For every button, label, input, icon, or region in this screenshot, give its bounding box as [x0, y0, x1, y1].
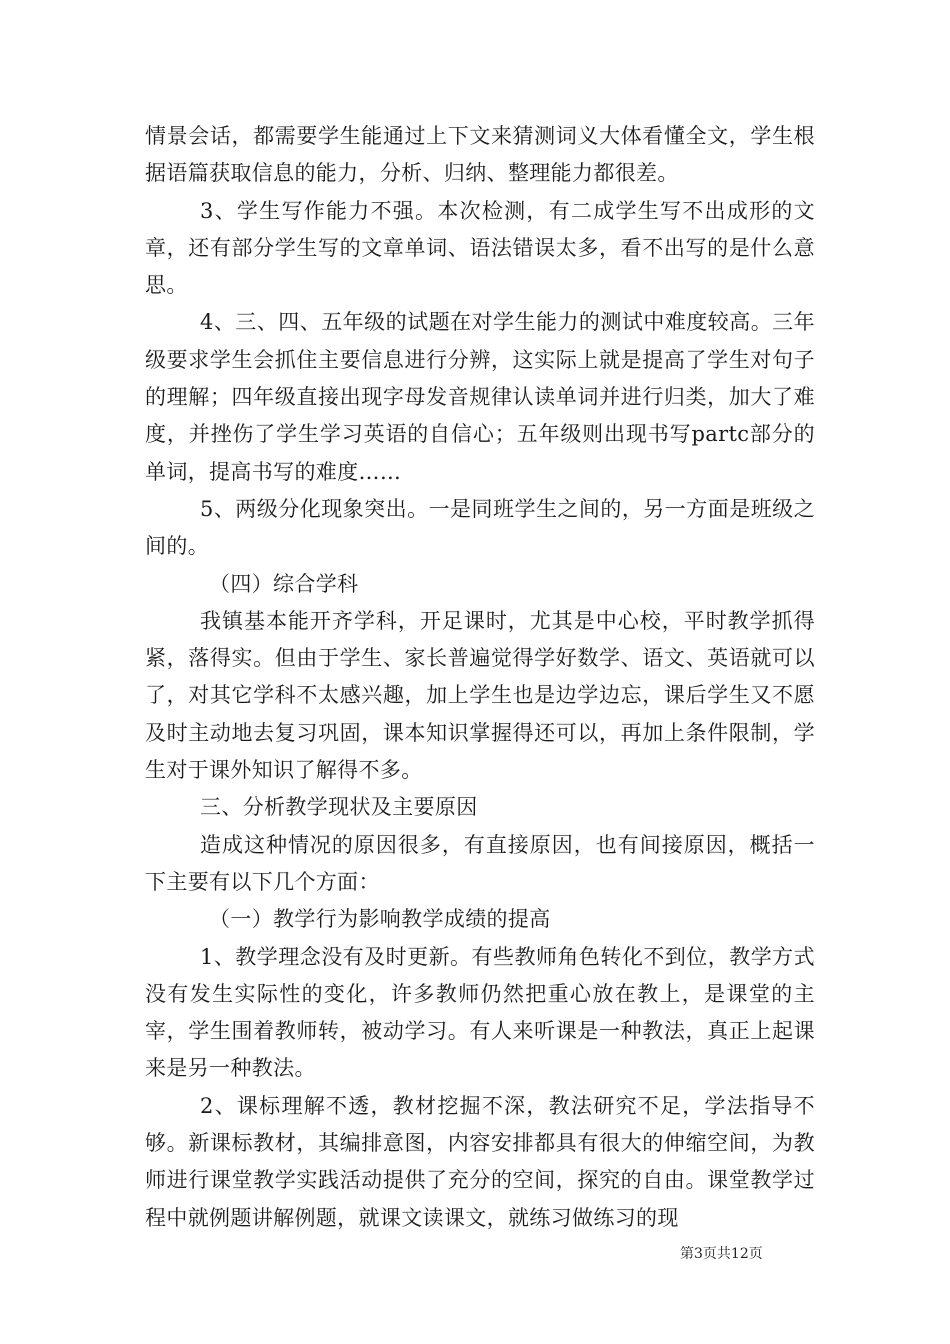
- paragraph-comprehensive: 我镇基本能开齐学科，开足课时，尤其是中心校，平时教学抓得紧，落得实。但由于学生、家长普遍觉得学好数学、语文、英语就可以了，对其它学科不太感兴趣，加上学生也是边学边忘，课后学生又不愿及时主动地去复习巩固，课本知识掌握得还可以，再加上条件限制，学生对于课外知识了解得不多。: [145, 608, 815, 783]
- paragraph-item-3: 3、学生写作能力不强。本次检测，有二成学生写不出成形的文章，还有部分学生写的文章单词、语法错误太多，看不出写的是什么意思。: [145, 198, 815, 298]
- paragraph-causes-intro: 造成这种情况的原因很多，有直接原因，也有间接原因，概括一下主要有以下几个方面：: [145, 832, 815, 894]
- page-number: 第3页共12页: [680, 1246, 763, 1262]
- section-heading-teaching-behavior: （一）教学行为影响教学成绩的提高: [209, 907, 551, 932]
- paragraph-point-2: 2、课标理解不透，教材挖掘不深，教法研究不足，学法指导不够。新课标教材，其编排意图，内容安排都具有很大的伸缩空间，为教师进行课堂教学实践活动提供了充分的空间，探究的自由。课堂教学过程中就例题讲解例题，就课文读课文，就练习做练习的现: [145, 1093, 815, 1230]
- section-heading-analysis: 三、分析教学现状及主要原因: [200, 795, 478, 820]
- paragraph-item-5: 5、两级分化现象突出。一是同班学生之间的，另一方面是班级之间的。: [145, 496, 815, 559]
- paragraph-item-4: 4、三、四、五年级的试题在对学生能力的测试中难度较高。三年级要求学生会抓住主要信息进行分辨，这实际上就是提高了学生对句子的理解；四年级直接出现字母发音规律认读单词并进行归类，加大了难度，并挫伤了学生学习英语的自信心；五年级则出现书写partc部分的单词，提高书写的难度……: [145, 310, 815, 484]
- document-body: [145, 118, 815, 1237]
- section-heading-comprehensive: （四）综合学科: [209, 571, 359, 596]
- paragraph-continued: 情景会话，都需要学生能通过上下文来猜测词义大体看懂全文，学生根据语篇获取信息的能力，分析、归纳、整理能力都很差。: [145, 124, 815, 186]
- paragraph-point-1: 1、教学理念没有及时更新。有些教师角色转化不到位，教学方式没有发生实际性的变化，许多教师仍然把重心放在教上，是课堂的主宰，学生围着教师转，被动学习。有人来听课是一种教法，真正上起课来是另一种教法。: [145, 944, 815, 1081]
